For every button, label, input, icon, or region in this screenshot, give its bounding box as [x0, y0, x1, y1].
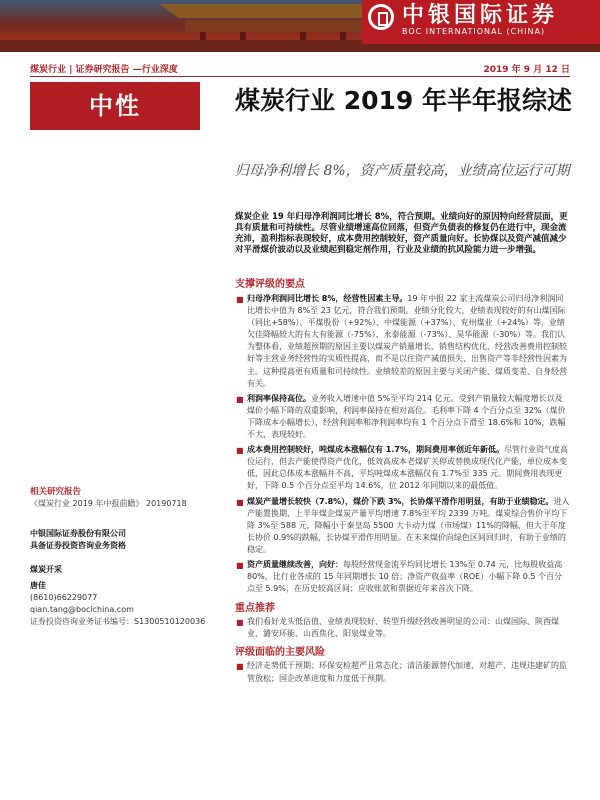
risk-item [235, 660, 570, 684]
key-point [235, 559, 570, 595]
key-point-text: 19 年中报 22 家主流煤炭公司归母净利润同比增长中值为 8%至 23 亿元，符合我们预期。业绩分化较大，业绩表现较好的有山煤国际（同比+58%）、平煤股份（+92%）、中煤能源（+37%）、兖州煤业（+24%）等，业绩欠佳降幅较大的有大有能源（-75%）、永泰能源（-73%）、昊华能源（-30%）等。我们认为整体看，业绩超预期的原因主要以煤炭产销量增长、销售结构优化、经营改善费用控制较好等主营业务经营性的实质性提高，而不是以往资产减值损失、出售资产等非经营性因素为主。这种提高更有质量和可持续性。业绩较差的原因主要与关闭产能、煤质变差、自身经营有关。 [247, 294, 567, 388]
key-point [235, 293, 570, 390]
report-date: 2019 年 9 月 12 日 [483, 65, 570, 75]
key-point-lead: 资产质量继续改善，向好： [247, 559, 343, 569]
main-content [235, 275, 570, 688]
boc-logo [362, 0, 600, 44]
header-banner [0, 0, 600, 52]
bullet-icon: ■ [236, 295, 244, 304]
company-name: 中银国际证券股份有限公司 [30, 529, 126, 538]
boc-emblem-icon [368, 4, 394, 30]
company-info [30, 528, 220, 628]
palace-roof [160, 4, 390, 18]
bullet-icon: ■ [236, 560, 244, 570]
rating-badge: 中性 [30, 82, 200, 130]
related-heading: 相关研究报告 [30, 487, 82, 497]
risk-heading: 评级面临的主要风险 [235, 647, 325, 659]
header-divider [30, 76, 570, 77]
report-breadcrumb-bar [30, 62, 570, 74]
analyst-license: 证券投资咨询业务证书编号：S1300510120036 [30, 617, 206, 626]
key-point-text: 尽管行业资气度高位运行，但去产能使得资产优化，低效高成本老煤矿关停或替换成现代化产能，单位成本变低，因此总体成本涨幅并不高，平均吨煤成本涨幅仅有 1.7%至 335 元。期间费用表现更好，下降 0.5 个百分点至平均 14.6%，位 2012 年同期以来的最低值。 [247, 445, 568, 491]
key-point-lead: 成本费用控制较好，吨煤成本涨幅仅有 1.7%，期间费用率创近年新低。 [247, 445, 504, 455]
report-subtitle: 归母净利增长 8%，资产质量较高，业绩高位运行可期 [235, 163, 570, 179]
palace-eave [185, 20, 365, 32]
key-point [235, 444, 570, 492]
logo-text-cn: 中银国际证券 [402, 3, 559, 28]
key-point [235, 496, 570, 556]
risk-text: 经济走势低于预期；环保安检超严且常态化；清洁能源替代加速，对超产、违规违建矿的监管放松；国企改革进度和力度低于预期。 [247, 661, 567, 683]
key-point-text: 每股经营现金流平均同比增长 13%至 0.74 元，比每股收益高 80%，比行业各成的 15 年同期增长 10 倍；净资产收益率（ROE）小幅下降 0.5 个百分点至 5.9%，在历史较高区间；应收账款和票据近年来首次下降。 [247, 559, 563, 594]
bullet-icon: ■ [236, 618, 244, 628]
bullet-icon: ■ [236, 497, 244, 507]
recommend-text: 我们看好龙头低估值、业绩表现较好、转型升级经营改善明显的公司：山煤国际、陕西煤业、潞安环能、山西焦化、阳泉煤业等。 [247, 617, 559, 639]
analyst-name: 唐佳 [30, 581, 46, 590]
summary-paragraph: 煤炭企业 19 年归母净利润同比增长 8%，符合预期。业绩向好的原因特向经营层面，更具有质量和可持续性。尽管业绩增速高位回落，但资产负债表的修复仍在进行中，现金流充沛，盈利指标表现较好，成本费用控制较好，资产质量向好。长协煤以及资产减值减少对平滑煤价波动以及业绩起到稳定剂作用，行业及业绩的抗风险能力进一步增强。 [235, 212, 568, 255]
analyst-phone: (8610)66229077 [30, 593, 98, 602]
recommend-item [235, 616, 570, 640]
report-title: 煤炭行业 2019 年半年报综述 [235, 86, 572, 115]
bullet-icon: ■ [236, 446, 244, 456]
key-point-text: 进入产能置换期，上半年煤企煤炭产量平均增速 7.8%至平均 2339 万吨。煤炭综合售价平均下降 3%至 588 元，降幅小于秦皇岛 5500 大卡动力煤（市场煤）11%的降幅，但大于年度长协价 0.9%的跌幅，长协煤平滑作用明显。在未来煤价向绿色区间回归时，有助于业绩的稳定。 [247, 496, 570, 554]
analyst-email[interactable]: qian.tang@bocichina.com [30, 605, 134, 614]
recommend-heading: 重点推荐 [235, 603, 275, 615]
breadcrumb: 煤炭行业 | 证券研究报告 —行业深度 [30, 65, 178, 75]
key-point [235, 393, 570, 441]
related-research [30, 486, 220, 510]
logo-text-en: BOC INTERNATIONAL (CHINA) [402, 27, 546, 36]
company-qualification: 具备证券投资咨询业务资格 [30, 541, 126, 550]
bullet-icon: ■ [236, 662, 244, 672]
sector-label: 煤炭开采 [30, 565, 62, 574]
related-report-link[interactable]: 《煤炭行业 2019 年中报前瞻》 20190718 [30, 499, 187, 508]
key-point-lead: 利润率保持高位。 [247, 393, 311, 403]
key-point-lead: 煤炭产量增长较快（7.8%），煤价下跌 3%，长协煤平滑作用明显，有助于业绩稳定。 [247, 496, 554, 506]
key-point-text: 业务收入增速中值 5%至平均 214 亿元。受到产销量较大幅度增长以及煤价小幅下降的双重影响，利润率保持在相对高位。毛利率下降 4 个百分点至 32%（煤价下降成本小幅增长），经营利润率和净利润率均有 1 个百分点下滑至 18.6%和 10%，跌幅不大，表现较好。 [247, 393, 566, 440]
key-point-lead: 归母净利润同比增长 8%，经营性因素主导。 [247, 294, 408, 303]
support-heading: 支撑评级的要点 [235, 279, 305, 290]
bullet-icon: ■ [236, 394, 244, 404]
